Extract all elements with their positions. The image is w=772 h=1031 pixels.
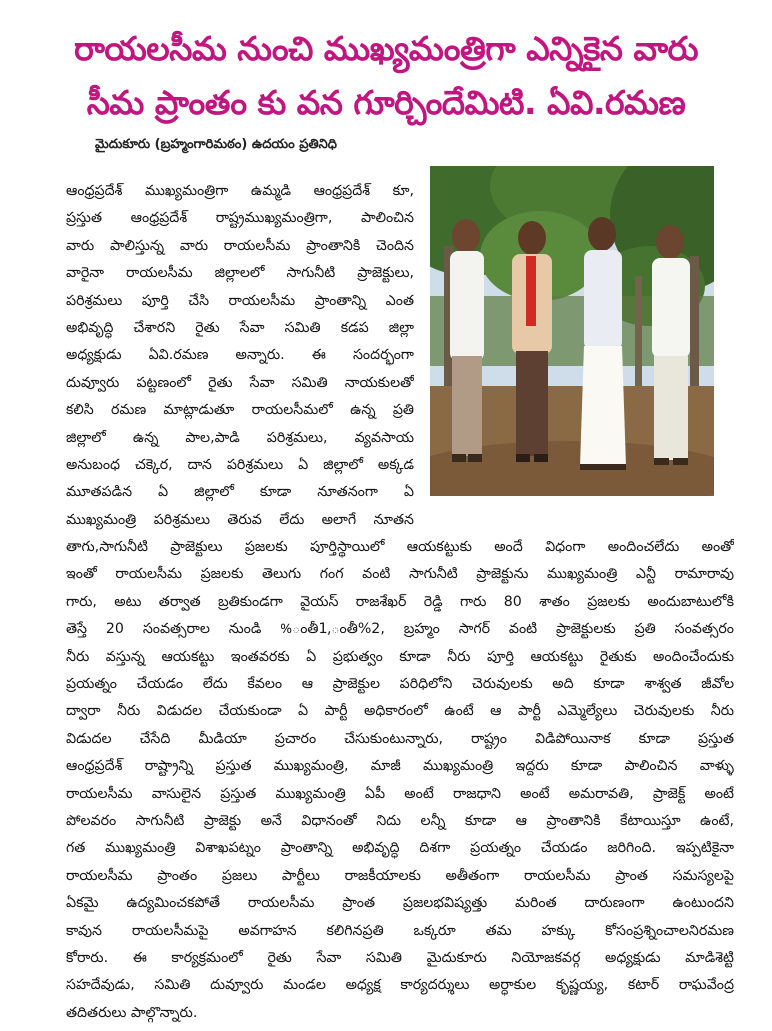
article-line: అనుబంధ చక్కెర, దాన పరిశ్రమలు ఏ జిల్లాలో అక్కడ bbox=[66, 456, 414, 473]
article-line: రాయలసీమ వాసులైన ప్రస్తుత ముఖ్యమంత్రి ఏపీ అంటే రాజధాని అంటే అమరావతి, ప్రాజెక్ట్ అంటే bbox=[66, 785, 734, 802]
article-line: పరిశ్రమలు పూర్తి చేసి రాయలసీమ ప్రాంతాన్ని ఎంత bbox=[66, 292, 414, 309]
article-line: ఆంధ్రప్రదేశ్ రాష్ట్రాన్ని ప్రస్తుత ముఖ్యమంత్రి, మాజీ ముఖ్యమంత్రి ఇద్దరు కూడా పాలించిన వాళ్ళు bbox=[66, 758, 734, 775]
article-line: అభివృద్ధి చేశారని రైతు సేవా సమితి కడప జిల్లా bbox=[66, 319, 414, 336]
article-line: ఇంతో రాయలసీమ ప్రజలకు తెలుగు గంగ వంటి సాగునీటి ప్రాజెక్టును ముఖ్యమంత్రి ఎన్టీ రామారావు bbox=[66, 566, 734, 583]
article-line: విడుదల చేసేది మీడియా ప్రచారం చేసుకుంటున్నారు, రాష్ట్రం విడిపోయినాక కూడా ప్రస్తుత bbox=[66, 730, 734, 747]
article-line: నీరు వస్తున్న ఆయకట్టు ఇంతవరకు ఏ ప్రభుత్వం కూడా నీరు పూర్తి ఆయకట్టు రైతుకు అందించేందుకు bbox=[66, 648, 734, 665]
article-line: వారు పాలిస్తున్న వారు రాయలసీమ ప్రాంతానికి చెందిన bbox=[66, 237, 414, 254]
article-line: సహదేవుడు, సమితి దువ్వూరు మండల అధ్యక్ష కార్యదర్శులు అర్ధాకుల కృష్ణయ్య, కటార్ రాఘవేంద్ర bbox=[66, 977, 734, 994]
article-line: గత ముఖ్యమంత్రి విశాఖపట్నం ప్రాంతాన్ని అభివృద్ధి దిశగా ప్రయత్నం చేయడం జరిగింది. ఇప్పటికైనా bbox=[66, 840, 734, 857]
article-line: వారైనా రాయలసీమ జిల్లాలలో సాగునీటి ప్రాజెక్టులు, bbox=[66, 265, 414, 282]
article-line: ఆంధ్రప్రదేశ్ ముఖ్యమంత్రిగా ఉమ్మడి ఆంధ్రప్రదేశ్ కూ, bbox=[66, 183, 414, 199]
headline-line-1: రాయలసీమ నుంచి ముఖ్యమంత్రిగా ఎన్నికైన వారు bbox=[73, 29, 699, 68]
article-line: గారు, అటు తర్వాత బ్రతికుండగా వైయస్ రాజశేఖర్ రెడ్డి గారు 80 శాతం ప్రజలకు అందుబాటులోకి bbox=[66, 593, 734, 610]
headline bbox=[0, 22, 772, 130]
article-line: తెస్తే 20 సంవత్సరాల నుండి %ంతీ1,ంతీ%2, బ్రహ్మం సాగర్ వంటి ప్రాజెక్టులకు ప్రతి సంవత్సరం bbox=[66, 621, 734, 638]
article-body bbox=[66, 178, 734, 1027]
article-line: కలిసి రమణ మాట్లాడుతూ రాయలసీమలో ఉన్న ప్రతి bbox=[66, 402, 414, 419]
article-line: మూతపడిన ఏ జిల్లాలో కూడా నూతనంగా ఏ bbox=[66, 484, 414, 501]
article-line: జిల్లాలో ఉన్న పాల,పాడి పరిశ్రమలు, వ్యవసాయ bbox=[66, 429, 414, 446]
dateline: మైదుకూరు (బ్రహ్మంగారిమఠం) ఉదయం ప్రతినిధి bbox=[95, 137, 337, 152]
article-line: కోరారు. ఈ కార్యక్రమంలో రైతు సేవా సమితి మైదుకూరు నియోజకవర్గ అధ్యక్షుడు మాడిశెట్టి bbox=[66, 949, 734, 966]
article-line: తాగు,సాగునీటి ప్రాజెక్టులు ప్రజలకు పూర్తిస్థాయిలో ఆయకట్టుకు అందే విధంగా అందించలేదు అంతో bbox=[66, 539, 734, 556]
article-line: ముఖ్యమంత్రి పరిశ్రమలు తెరువ లేదు అలాగే నూతన bbox=[66, 511, 414, 528]
headline-line-2: సీమ ప్రాంతం కు వన గూర్చిందేమిటి. ఏవి.రమణ bbox=[86, 83, 686, 122]
article-line: కావున రాయలసీమపై అవగాహన కలిగినప్రతి ఒక్కరూ తమ హక్కు కోసంప్రశ్నించాలనిరమణ bbox=[66, 922, 734, 939]
article-line: రాయలసీమ ప్రాంతం ప్రజలు పార్టీలు రాజకీయాలకు అతీతంగా రాయలసీమ ప్రాంత సమస్యలపై bbox=[66, 867, 734, 884]
article-line: ద్వారా నీరు విడుదల చేయకుండా ఏ పార్టీ అధికారంలో ఉంటే ఆ పార్టీ ఎమ్మెల్యేలు చెరువులకు నీరు bbox=[66, 703, 734, 720]
article-line: అధ్యక్షుడు ఏవి.రమణ అన్నారు. ఈ సందర్భంగా bbox=[66, 347, 414, 364]
article-line: పోలవరం సాగునీటి ప్రాజెక్టు అనే విధానంతో నిదు లన్నీ కూడా ఆ ప్రాంతానికి కేటాయిస్తూ ఉంటే, bbox=[66, 812, 734, 829]
article-line: ప్రయత్నం చేయడం లేదు కేవలం ఆ ప్రాజెక్టుల పరిధిలోని చెరువులకు అది కూడా శాశ్వత జీవోల bbox=[66, 676, 734, 693]
article-line: ప్రస్తుత ఆంధ్రప్రదేశ్ రాష్ట్రముఖ్యమంత్రిగా, పాలించిన bbox=[66, 210, 414, 227]
article-line: దువ్వూరు పట్టణంలో రైతు సేవా సమితి నాయకులతో bbox=[66, 374, 414, 391]
article-line: ఏకమై ఉద్యమించకపోతే రాయలసీమ ప్రాంత ప్రజలభవిష్యత్తు మరింత దారుణంగా ఉంటుందని bbox=[66, 895, 734, 912]
article-line: తదితరులు పాల్గొన్నారు. bbox=[66, 1004, 198, 1021]
